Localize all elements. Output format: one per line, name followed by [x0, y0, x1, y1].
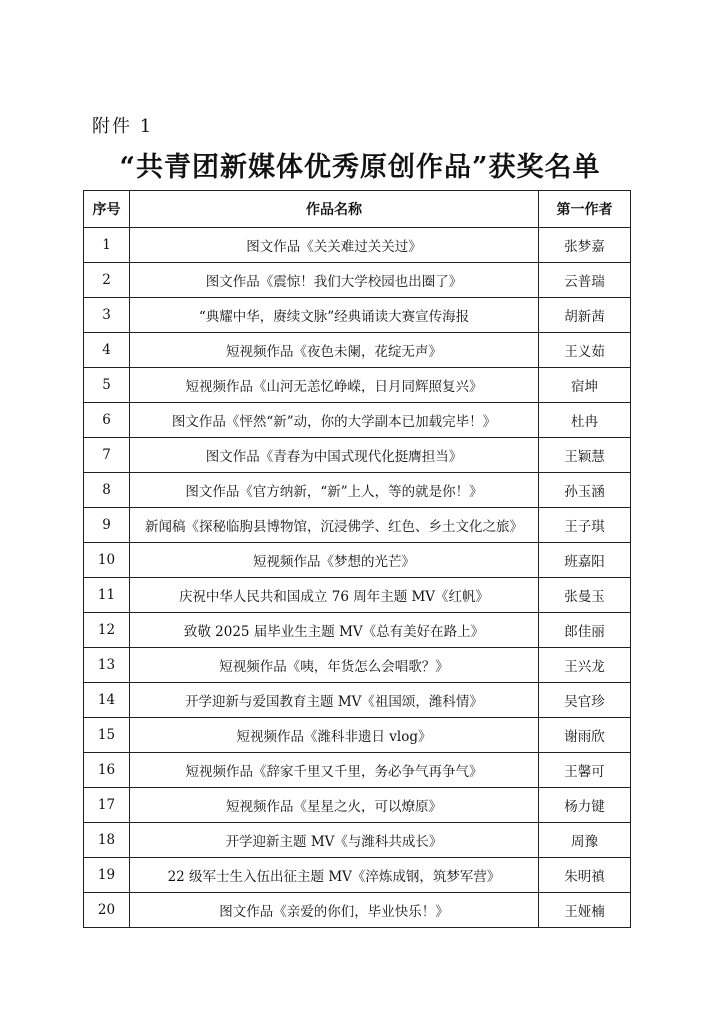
work-title-cell: 图文作品《亲爱的你们，毕业快乐！》	[130, 893, 539, 928]
serial-number-cell: 10	[84, 543, 130, 578]
author-cell: 张梦嘉	[539, 228, 631, 263]
serial-number-cell: 15	[84, 718, 130, 753]
work-title-cell: 图文作品《震惊！我们大学校园也出圈了》	[130, 263, 539, 298]
table-row	[84, 718, 631, 753]
author-cell: 王兴龙	[539, 648, 631, 683]
work-title-cell: 图文作品《官方纳新，“新”上人，等的就是你！》	[130, 473, 539, 508]
author-cell: 谢雨欣	[539, 718, 631, 753]
author-cell: 王义茹	[539, 333, 631, 368]
table-row	[84, 543, 631, 578]
work-title-cell: 图文作品《青春为中国式现代化挺膺担当》	[130, 438, 539, 473]
table-row	[84, 823, 631, 858]
table-row	[84, 263, 631, 298]
table-row	[84, 858, 631, 893]
awards-table	[83, 190, 631, 928]
author-cell: 宿坤	[539, 368, 631, 403]
serial-number-cell: 11	[84, 578, 130, 613]
author-cell: 张曼玉	[539, 578, 631, 613]
serial-number-cell: 6	[84, 403, 130, 438]
work-title-cell: 新闻稿《探秘临朐县博物馆，沉浸佛学、红色、乡土文化之旅》	[130, 508, 539, 543]
serial-number-cell: 3	[84, 298, 130, 333]
table-header-row	[84, 191, 631, 228]
author-cell: 王馨可	[539, 753, 631, 788]
table-row	[84, 788, 631, 823]
serial-number-cell: 13	[84, 648, 130, 683]
work-title-cell: 开学迎新与爱国教育主题 MV《祖国颂，潍科情》	[130, 683, 539, 718]
table-row	[84, 403, 631, 438]
table-row	[84, 578, 631, 613]
table-row	[84, 438, 631, 473]
table-row	[84, 753, 631, 788]
author-cell: 王娅楠	[539, 893, 631, 928]
author-cell: 班嘉阳	[539, 543, 631, 578]
work-title-cell: 图文作品《关关难过关关过》	[130, 228, 539, 263]
serial-number-cell: 16	[84, 753, 130, 788]
author-cell: 周豫	[539, 823, 631, 858]
work-title-cell: 短视频作品《山河无恙忆峥嵘，日月同辉照复兴》	[130, 368, 539, 403]
table-row	[84, 508, 631, 543]
table-row	[84, 648, 631, 683]
table-row	[84, 228, 631, 263]
serial-number-cell: 18	[84, 823, 130, 858]
table-row	[84, 613, 631, 648]
work-title-cell: 22 级军士生入伍出征主题 MV《淬炼成钢，筑梦军营》	[130, 858, 539, 893]
attachment-label: 附件 1	[92, 116, 154, 137]
author-cell: 云普瑞	[539, 263, 631, 298]
work-title-cell: 开学迎新主题 MV《与潍科共成长》	[130, 823, 539, 858]
author-cell: 杜冉	[539, 403, 631, 438]
work-title-cell: “典耀中华，赓续文脉”经典诵读大赛宣传海报	[130, 298, 539, 333]
header-first-author: 第一作者	[539, 191, 631, 228]
work-title-cell: 短视频作品《咦，年货怎么会唱歌？》	[130, 648, 539, 683]
serial-number-cell: 7	[84, 438, 130, 473]
serial-number-cell: 14	[84, 683, 130, 718]
table-row	[84, 893, 631, 928]
work-title-cell: 图文作品《怦然“新”动，你的大学副本已加载完毕！》	[130, 403, 539, 438]
table-row	[84, 333, 631, 368]
serial-number-cell: 2	[84, 263, 130, 298]
table-row	[84, 298, 631, 333]
author-cell: 郎佳丽	[539, 613, 631, 648]
author-cell: 王子琪	[539, 508, 631, 543]
work-title-cell: 短视频作品《夜色未阑，花绽无声》	[130, 333, 539, 368]
serial-number-cell: 19	[84, 858, 130, 893]
serial-number-cell: 8	[84, 473, 130, 508]
table-row	[84, 683, 631, 718]
header-work-title: 作品名称	[130, 191, 539, 228]
author-cell: 孙玉涵	[539, 473, 631, 508]
serial-number-cell: 9	[84, 508, 130, 543]
table-row	[84, 368, 631, 403]
author-cell: 朱明禛	[539, 858, 631, 893]
serial-number-cell: 1	[84, 228, 130, 263]
document-title: “共青团新媒体优秀原创作品”获奖名单	[119, 152, 601, 183]
work-title-cell: 短视频作品《潍科非遗日 vlog》	[130, 718, 539, 753]
work-title-cell: 庆祝中华人民共和国成立 76 周年主题 MV《红帆》	[130, 578, 539, 613]
work-title-cell: 短视频作品《辞家千里又千里，务必争气再争气》	[130, 753, 539, 788]
author-cell: 王颖慧	[539, 438, 631, 473]
table-row	[84, 473, 631, 508]
work-title-cell: 短视频作品《星星之火，可以燎原》	[130, 788, 539, 823]
serial-number-cell: 5	[84, 368, 130, 403]
author-cell: 胡新茜	[539, 298, 631, 333]
work-title-cell: 致敬 2025 届毕业生主题 MV《总有美好在路上》	[130, 613, 539, 648]
work-title-cell: 短视频作品《梦想的光芒》	[130, 543, 539, 578]
author-cell: 吴官珍	[539, 683, 631, 718]
header-serial-number: 序号	[84, 191, 130, 228]
serial-number-cell: 17	[84, 788, 130, 823]
serial-number-cell: 4	[84, 333, 130, 368]
serial-number-cell: 12	[84, 613, 130, 648]
author-cell: 杨力键	[539, 788, 631, 823]
serial-number-cell: 20	[84, 893, 130, 928]
